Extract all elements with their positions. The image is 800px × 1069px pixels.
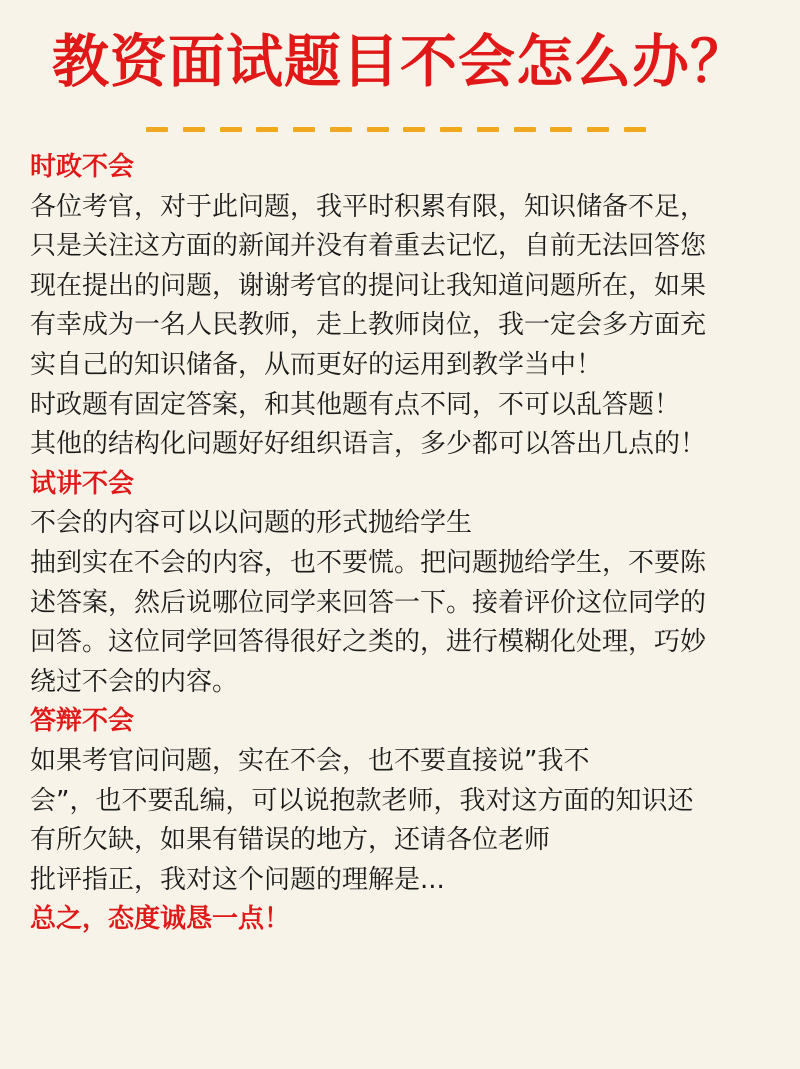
divider-dash	[293, 127, 315, 132]
paragraph-line: 不会的内容可以以问题的形式抛给学生	[30, 508, 473, 539]
paragraph-line: 只是关注这方面的新闻并没有着重去记忆，自前无法回答您	[30, 231, 707, 262]
paragraph-line: 其他的结构化问题好好组织语言，多少都可以答出几点的！	[30, 429, 707, 460]
divider-dash	[146, 127, 168, 132]
page-title: 教资面试题目不会怎么办？	[52, 29, 748, 95]
paragraph-line: 绕过不会的内容。	[30, 666, 239, 697]
paragraph-line: 有幸成为一名人民教师，走上教师岗位，我一定会多方面充	[30, 310, 707, 341]
divider-dash	[367, 127, 389, 132]
paragraph-line: 时政题有固定答案，和其他题有点不同，不可以乱答题！	[30, 389, 681, 420]
divider-dash	[256, 127, 278, 132]
content-body	[30, 148, 780, 940]
section-heading-defense: 答辩不会	[30, 706, 135, 737]
divider-dash	[587, 127, 609, 132]
section-heading-trial-lecture: 试讲不会	[30, 468, 135, 499]
paragraph-line: 实自己的知识储备，从而更好的运用到教学当中！	[30, 349, 603, 380]
paragraph-line: 如果考官问问题，实在不会，也不要直接说”我不	[30, 745, 590, 776]
paragraph-line: 抽到实在不会的内容，也不要慌。把问题抛给学生，不要陈	[30, 547, 707, 578]
divider-dash	[183, 127, 205, 132]
paragraph-line: 批评指正，我对这个问题的理解是...	[30, 864, 445, 895]
paragraph-line: 回答。这位同学回答得很好之类的，进行模糊化处理，巧妙	[30, 627, 707, 658]
paragraph-line: 述答案，然后说哪位同学来回答一下。接着评价这位同学的	[30, 587, 707, 618]
divider-dash	[440, 127, 462, 132]
section-heading-current-affairs: 时政不会	[30, 152, 135, 182]
paragraph-line: 会”，也不要乱编，可以说抱款老师，我对这方面的知识还	[30, 785, 694, 816]
conclusion: 总之，态度诚恳一点！	[30, 904, 291, 935]
divider-dash	[477, 127, 499, 132]
divider-dash	[514, 127, 536, 132]
divider-dash	[330, 127, 352, 132]
paragraph-line: 各位考官，对于此问题，我平时积累有限，知识储备不足，	[30, 191, 707, 222]
divider-dash	[220, 127, 242, 132]
divider-dash	[624, 127, 646, 132]
divider-dash	[403, 127, 425, 132]
paragraph-line: 有所欠缺，如果有错误的地方，还请各位老师	[30, 825, 551, 856]
divider-dash	[550, 127, 572, 132]
paragraph-line: 现在提出的问题，谢谢考官的提问让我知道问题所在，如果	[30, 270, 707, 301]
dashed-divider	[146, 127, 646, 133]
